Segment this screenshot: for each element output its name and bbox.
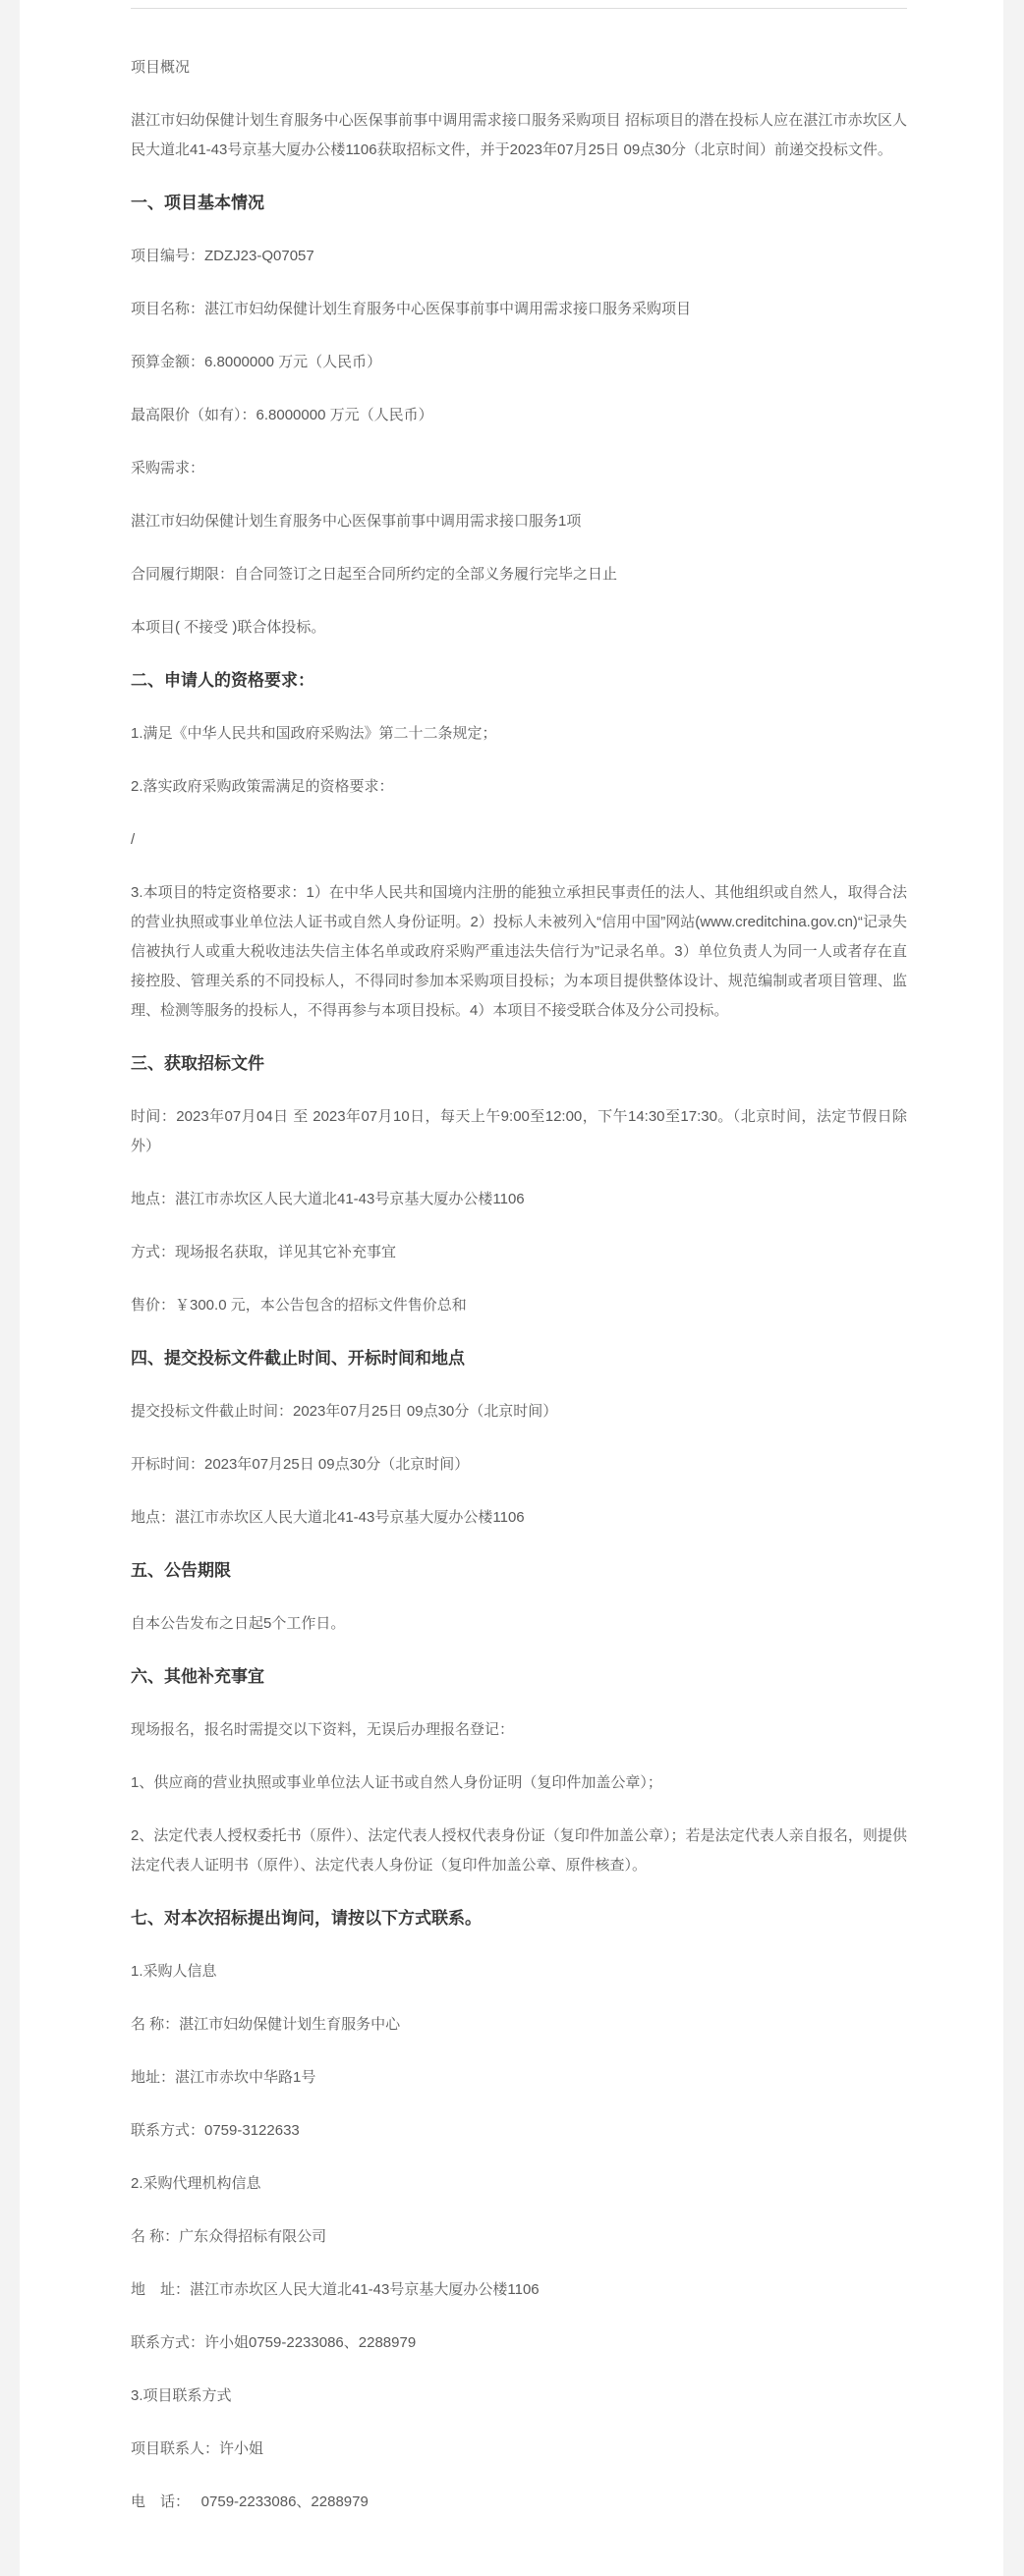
section-heading: 三、获取招标文件 [131,1054,264,1073]
paragraph: 联系方式：许小姐0759-2233086、2288979 [131,2334,417,2351]
paragraph: 1、供应商的营业执照或事业单位法人证书或自然人身份证明（复印件加盖公章）； [131,1774,662,1791]
paragraph: 项目概况 [131,59,191,76]
paragraph: 地址：湛江市赤坎中华路1号 [131,2069,316,2086]
section-heading: 四、提交投标文件截止时间、开标时间和地点 [131,1349,465,1368]
paragraph: 1.满足《中华人民共和国政府采购法》第二十二条规定； [131,725,497,742]
paragraph: 采购需求： [131,460,205,476]
paragraph: 开标时间：2023年07月25日 09点30分（北京时间） [131,1456,470,1473]
paragraph: 湛江市妇幼保健计划生育服务中心医保事前事中调用需求接口服务采购项目 招标项目的潜在投标人应在湛江市赤坎区人民大道北41-43号京基大厦办公楼1106获取招标文件，并于2023年07月25日 09点30分（北京时间）前递交投标文件。 [131,112,907,158]
paragraph: 2.落实政府采购政策需满足的资格要求： [131,778,394,795]
paragraph: 时间：2023年07月04日 至 2023年07月10日，每天上午9:00至12:00，下午14:30至17:30。（北京时间，法定节假日除外） [131,1108,907,1154]
paragraph: 本项目( 不接受 )联合体投标。 [131,619,326,636]
paragraph: 合同履行期限：自合同签订之日起至合同所约定的全部义务履行完毕之日止 [131,566,618,583]
section-heading: 五、公告期限 [131,1561,231,1580]
paragraph: 电 话： 0759-2233086、2288979 [131,2493,369,2510]
section-heading: 二、申请人的资格要求： [131,671,314,690]
paragraph: 预算金额：6.8000000 万元（人民币） [131,354,382,370]
paragraph: 2.采购代理机构信息 [131,2175,261,2192]
section-heading: 七、对本次招标提出询问，请按以下方式联系。 [131,1909,482,1928]
paragraph: 地 址：湛江市赤坎区人民大道北41-43号京基大厦办公楼1106 [131,2281,540,2298]
section-heading: 六、其他补充事宜 [131,1667,264,1686]
paragraph: 项目名称：湛江市妇幼保健计划生育服务中心医保事前事中调用需求接口服务采购项目 [131,301,692,317]
section-heading: 一、项目基本情况 [131,194,264,212]
paragraph: 地点：湛江市赤坎区人民大道北41-43号京基大厦办公楼1106 [131,1509,525,1526]
paragraph: 联系方式：0759-3122633 [131,2122,300,2139]
announcement-content [131,0,907,2570]
announcement-body [131,9,907,2570]
announcement-panel [20,0,1003,2576]
paragraph: 湛江市妇幼保健计划生育服务中心医保事前事中调用需求接口服务1项 [131,513,582,530]
paragraph: 项目联系人：许小姐 [131,2440,264,2457]
paragraph: 项目编号：ZDZJ23-Q07057 [131,248,314,264]
paragraph: 名 称：广东众得招标有限公司 [131,2228,327,2245]
paragraph: 地点：湛江市赤坎区人民大道北41-43号京基大厦办公楼1106 [131,1191,525,1207]
paragraph: 提交投标文件截止时间：2023年07月25日 09点30分（北京时间） [131,1403,558,1420]
paragraph: 方式：现场报名获取，详见其它补充事宜 [131,1244,397,1260]
paragraph: 现场报名，报名时需提交以下资料，无误后办理报名登记： [131,1721,515,1738]
paragraph: 自本公告发布之日起5个工作日。 [131,1615,346,1632]
paragraph: 2、法定代表人授权委托书（原件）、法定代表人授权代表身份证（复印件加盖公章）；若是法定代表人亲自报名，则提供法定代表人证明书（原件）、法定代表人身份证（复印件加盖公章、原件核查）。 [131,1827,907,1874]
paragraph: 最高限价（如有）：6.8000000 万元（人民币） [131,407,433,423]
paragraph: 售价：￥300.0 元，本公告包含的招标文件售价总和 [131,1297,467,1314]
paragraph: 3.本项目的特定资格要求：1）在中华人民共和国境内注册的能独立承担民事责任的法人、其他组织或自然人，取得合法的营业执照或事业单位法人证书或自然人身份证明。2）投标人未被列入“信用中国”网站(www.creditchina.gov.cn)“记录失信被执行人或重大税收违法失信主体名单或政府采购严重违法失信行为”记录名单。3）单位负责人为同一人或者存在直接控股、管理关系的不同投标人，不得同时参加本采购项目投标；为本项目提供整体设计、规范编制或者项目管理、监理、检测等服务的投标人，不得再参与本项目投标。4）本项目不接受联合体及分公司投标。 [131,884,907,1019]
paragraph: 1.采购人信息 [131,1963,217,1980]
paragraph: 名 称：湛江市妇幼保健计划生育服务中心 [131,2016,401,2033]
paragraph: / [131,831,136,848]
paragraph: 3.项目联系方式 [131,2387,232,2404]
